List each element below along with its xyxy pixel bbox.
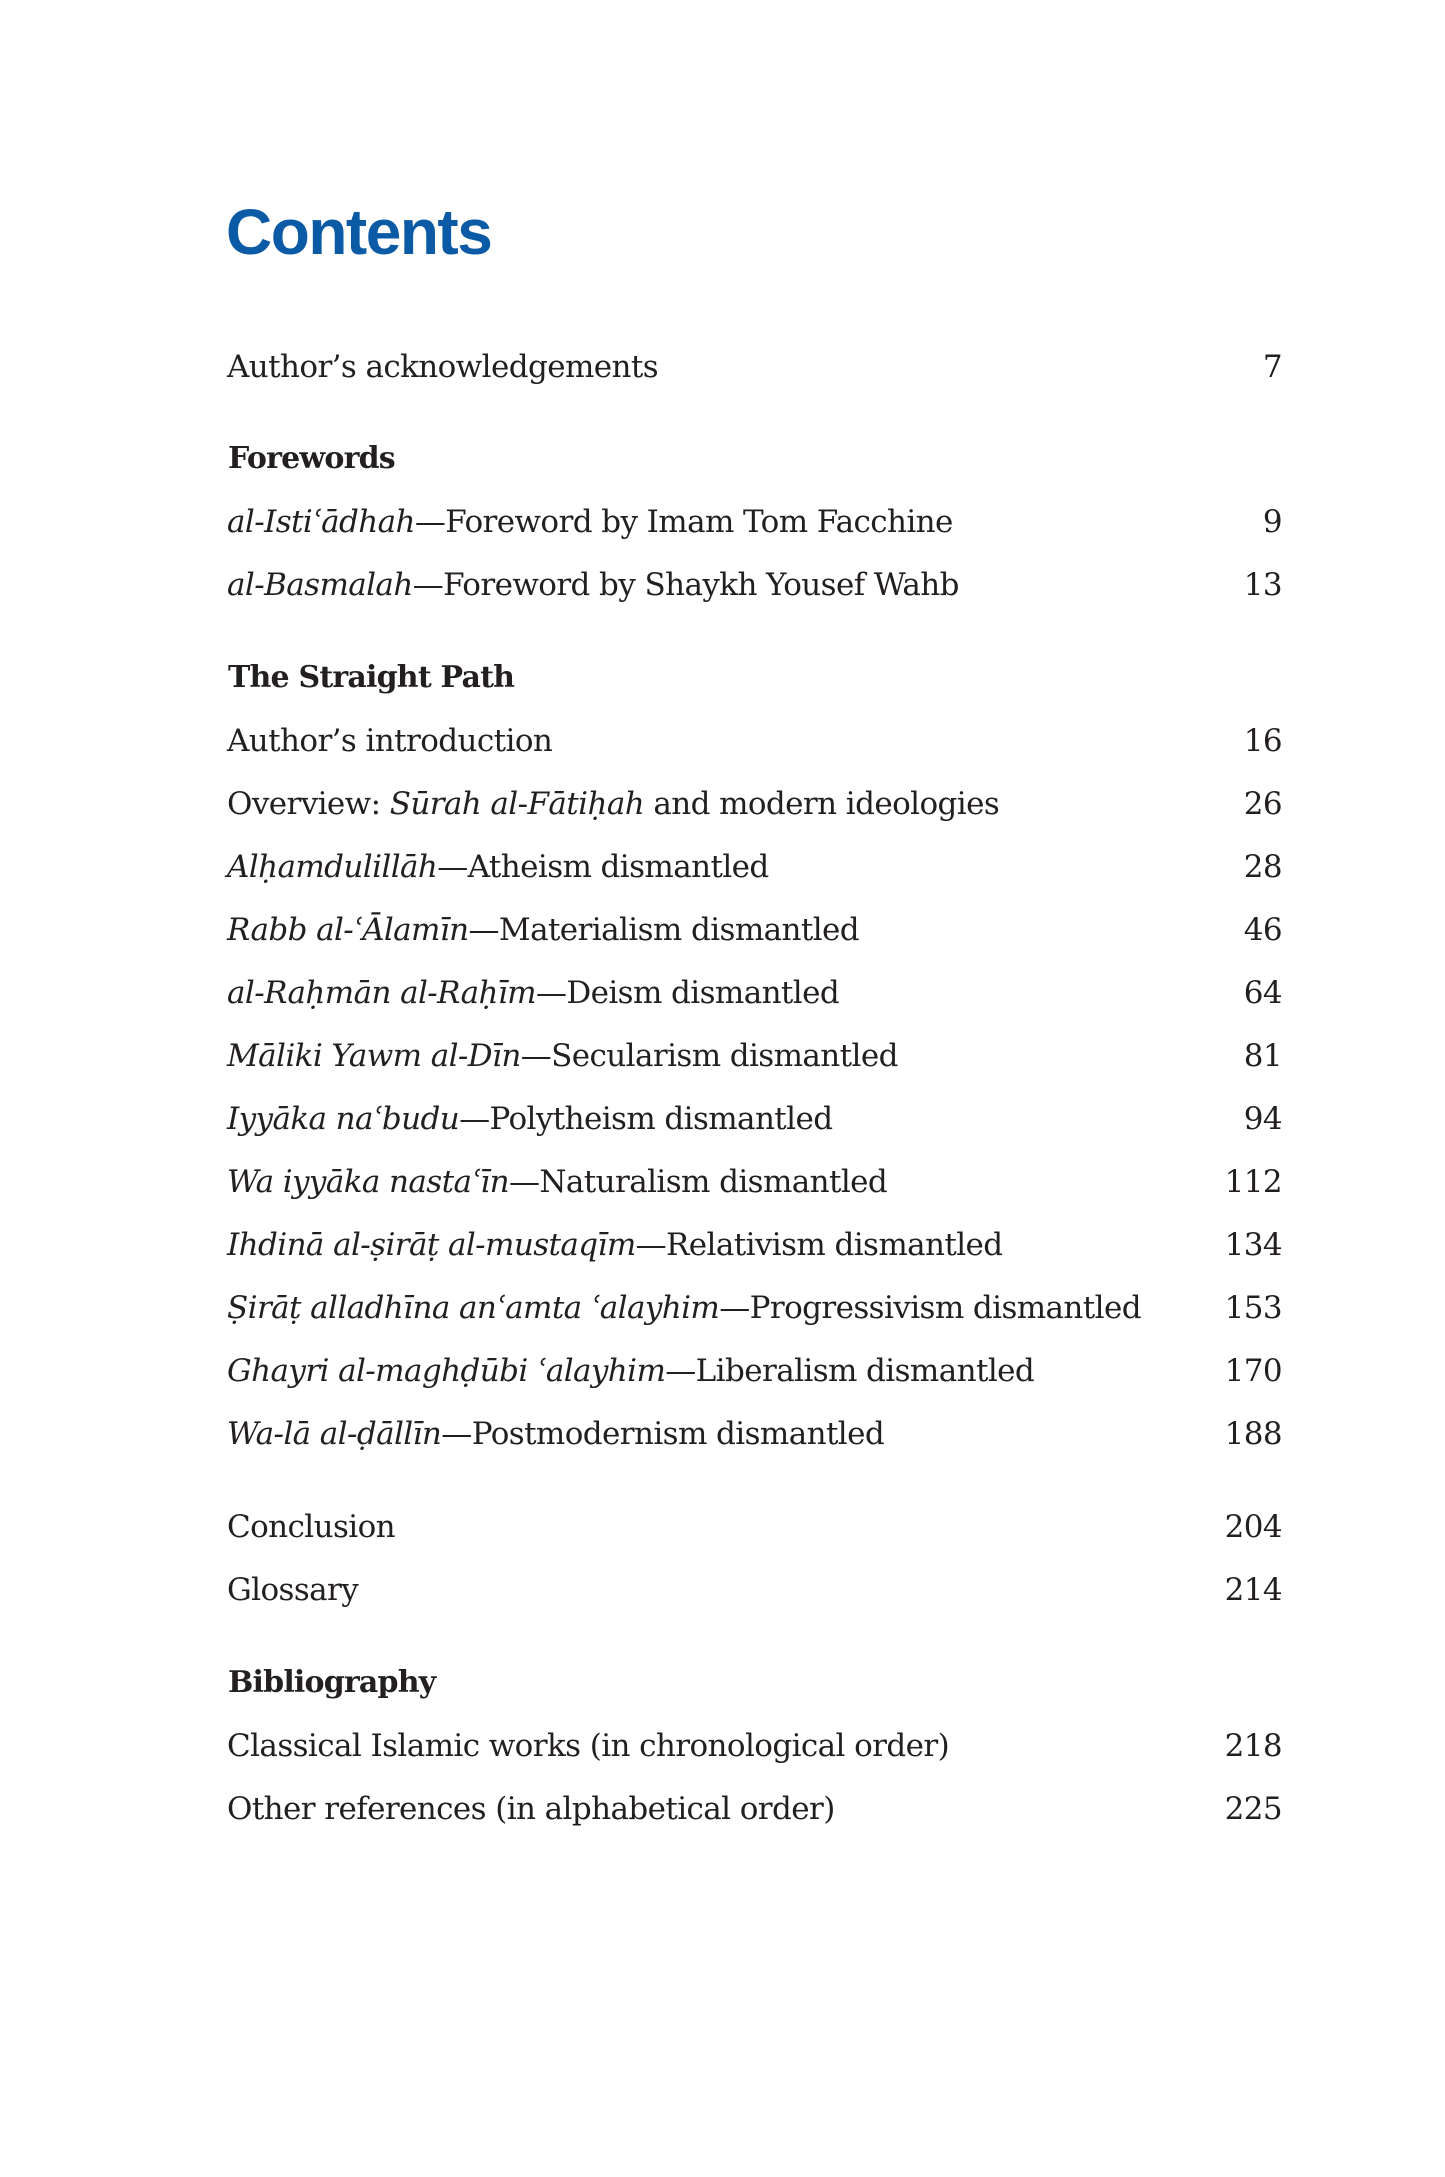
toc-entry-overview[interactable]	[227, 779, 1282, 829]
toc-entry-foreword-2[interactable]	[227, 560, 1282, 610]
entry-label-italic: al-Raḥmān al-Raḥīm	[227, 975, 536, 1011]
section-heading-bibliography: Bibliography	[228, 1665, 436, 1700]
entry-label-italic: Wa iyyāka nastaʿīn	[227, 1164, 509, 1200]
entry-label	[227, 497, 953, 547]
toc-entry-chapter[interactable]	[227, 1283, 1282, 1333]
entry-page-number: 153	[1224, 1290, 1282, 1326]
entry-label-rest: —Relativism dismantled	[635, 1227, 1003, 1263]
entry-page-number: 188	[1224, 1416, 1282, 1452]
entry-label-prefix: Overview:	[227, 786, 390, 822]
toc-entry-introduction[interactable]	[227, 716, 1282, 766]
entry-label: Author’s acknowledgements	[227, 349, 659, 385]
entry-page-number: 7	[1262, 349, 1282, 385]
entry-page-number: 225	[1224, 1791, 1282, 1827]
entry-label-italic: Rabb al-ʿĀlamīn	[227, 912, 469, 948]
entry-label	[227, 968, 839, 1018]
section-heading-straight-path: The Straight Path	[228, 660, 515, 695]
entry-page-number: 204	[1224, 1509, 1282, 1545]
entry-page-number: 16	[1243, 723, 1282, 759]
section-heading-forewords: Forewords	[228, 441, 395, 476]
entry-label-rest: —Atheism dismantled	[437, 849, 769, 885]
entry-label-rest: —Materialism dismantled	[468, 912, 860, 948]
entry-label-italic: Ghayri al-maghḍūbi ʿalayhim	[227, 1353, 666, 1389]
toc-entry-conclusion[interactable]	[227, 1502, 1282, 1552]
toc-entry-bibliography-other[interactable]	[227, 1784, 1282, 1834]
toc-entry-chapter[interactable]	[227, 1220, 1282, 1270]
entry-label-rest: —Polytheism dismantled	[459, 1101, 833, 1137]
entry-label	[227, 1346, 1034, 1396]
entry-label-rest: —Foreword by Imam Tom Facchine	[414, 504, 953, 540]
page-title: Contents	[226, 196, 492, 268]
entry-label-rest: —Postmodernism dismantled	[441, 1416, 885, 1452]
entry-label: Other references (in alphabetical order)	[227, 1791, 835, 1827]
toc-entry-chapter[interactable]	[227, 1346, 1282, 1396]
entry-page-number: 28	[1243, 849, 1282, 885]
toc-entry-glossary[interactable]	[227, 1565, 1282, 1615]
entry-label-rest: —Foreword by Shaykh Yousef Wahb	[412, 567, 959, 603]
entry-label	[227, 560, 959, 610]
entry-label-rest: —Deism dismantled	[535, 975, 840, 1011]
toc-entry-chapter[interactable]	[227, 1157, 1282, 1207]
entry-label-italic: Māliki Yawm al-Dīn	[227, 1038, 521, 1074]
toc-entry-chapter[interactable]	[227, 1094, 1282, 1144]
entry-page-number: 46	[1243, 912, 1282, 948]
toc-entry-chapter[interactable]	[227, 1409, 1282, 1459]
toc-entry-chapter[interactable]	[227, 905, 1282, 955]
entry-label: Conclusion	[227, 1509, 396, 1545]
entry-label-italic: al-Istiʿādhah	[227, 504, 415, 540]
entry-label	[227, 1283, 1141, 1333]
entry-page-number: 134	[1224, 1227, 1282, 1263]
toc-entry-foreword-1[interactable]	[227, 497, 1282, 547]
toc-entry-chapter[interactable]	[227, 968, 1282, 1018]
entry-label-rest: —Naturalism dismantled	[508, 1164, 888, 1200]
entry-label-rest: and modern ideologies	[644, 786, 1000, 822]
entry-page-number: 81	[1243, 1038, 1282, 1074]
entry-label	[227, 905, 859, 955]
entry-page-number: 13	[1243, 567, 1282, 603]
entry-label	[227, 1409, 884, 1459]
entry-label	[227, 842, 769, 892]
entry-label-italic: Wa-lā al-ḍāllīn	[227, 1416, 442, 1452]
entry-page-number: 218	[1224, 1728, 1282, 1764]
toc-entry-chapter[interactable]	[227, 1031, 1282, 1081]
entry-page-number: 170	[1224, 1353, 1282, 1389]
toc-entry-chapter[interactable]	[227, 842, 1282, 892]
entry-page-number: 9	[1262, 504, 1282, 540]
toc-entry-acknowledgements[interactable]	[227, 342, 1282, 392]
entry-label-rest: —Progressivism dismantled	[719, 1290, 1141, 1326]
entry-label-italic: Sūrah al-Fātiḥah	[389, 786, 645, 822]
entry-page-number: 26	[1243, 786, 1282, 822]
entry-page-number: 214	[1224, 1572, 1282, 1608]
entry-page-number: 94	[1243, 1101, 1282, 1137]
entry-label: Glossary	[227, 1572, 359, 1608]
entry-label-italic: Ihdinā al-ṣirāṭ al-mustaqīm	[227, 1227, 636, 1263]
toc-entry-bibliography-classical[interactable]	[227, 1721, 1282, 1771]
entry-label-rest: —Liberalism dismantled	[665, 1353, 1035, 1389]
entry-page-number: 112	[1224, 1164, 1282, 1200]
entry-label: Author’s introduction	[227, 723, 553, 759]
entry-label	[227, 779, 999, 829]
entry-label-italic: Ṣirāṭ alladhīna anʿamta ʿalayhim	[227, 1290, 720, 1326]
entry-label-rest: —Secularism dismantled	[520, 1038, 898, 1074]
entry-label-italic: Alḥamdulillāh	[227, 849, 438, 885]
entry-label: Classical Islamic works (in chronological order)	[227, 1728, 950, 1764]
entry-label	[227, 1157, 887, 1207]
entry-label	[227, 1220, 1003, 1270]
entry-label	[227, 1094, 832, 1144]
entry-label-italic: al-Basmalah	[227, 567, 413, 603]
entry-page-number: 64	[1243, 975, 1282, 1011]
entry-label	[227, 1031, 898, 1081]
entry-label-italic: Iyyāka naʿbudu	[227, 1101, 460, 1137]
